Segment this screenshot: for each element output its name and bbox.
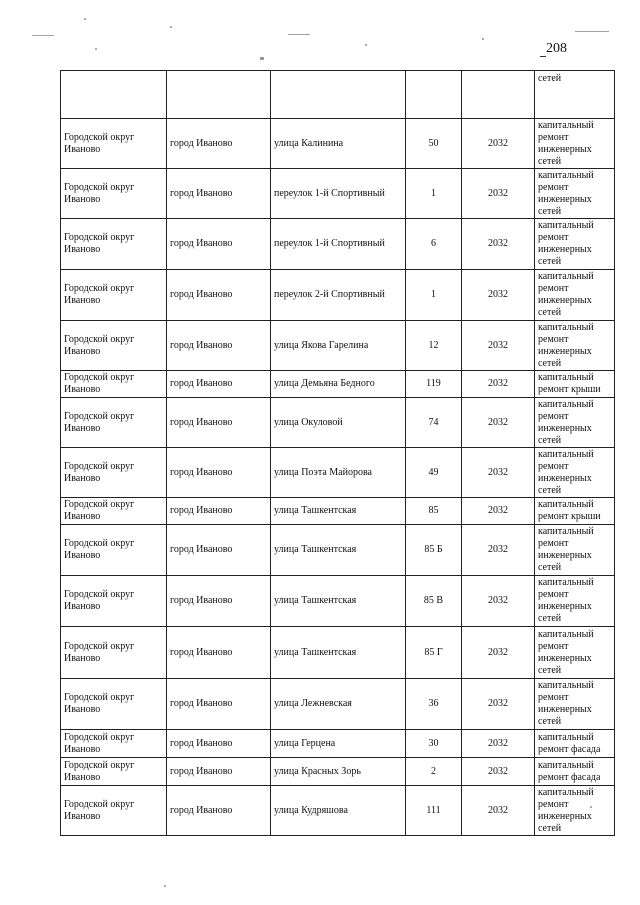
cell-okrug: Городской округ Иваново (61, 448, 167, 498)
cell-work: капитальный ремонт инженерных сетей (535, 169, 615, 219)
cell-year (462, 71, 535, 119)
cell-year: 2032 (462, 786, 535, 836)
cell-city: город Иваново (167, 758, 271, 786)
cell-okrug: Городской округ Иваново (61, 219, 167, 270)
scan-artifact-line (575, 31, 609, 32)
cell-street: улица Ташкентская (271, 525, 406, 576)
cell-house: 30 (406, 730, 462, 758)
scan-artifact-dot (482, 38, 484, 40)
table-row (61, 270, 615, 321)
cell-city: город Иваново (167, 119, 271, 169)
cell-city: город Иваново (167, 679, 271, 730)
cell-year: 2032 (462, 679, 535, 730)
cell-year: 2032 (462, 576, 535, 627)
cell-year: 2032 (462, 525, 535, 576)
cell-house: 49 (406, 448, 462, 498)
cell-street: улица Кудряшова (271, 786, 406, 836)
scan-artifact-dot (164, 885, 166, 887)
cell-house: 111 (406, 786, 462, 836)
table-row (61, 448, 615, 498)
table-row (61, 786, 615, 836)
cell-year: 2032 (462, 758, 535, 786)
cell-house (406, 71, 462, 119)
page-number: 208 (546, 41, 567, 56)
cell-okrug: Городской округ Иваново (61, 576, 167, 627)
cell-house: 85 В (406, 576, 462, 627)
cell-work: капитальный ремонт инженерных сетей (535, 576, 615, 627)
cell-work: капитальный ремонт инженерных сетей (535, 448, 615, 498)
cell-year: 2032 (462, 119, 535, 169)
cell-year: 2032 (462, 398, 535, 448)
cell-city: город Иваново (167, 371, 271, 398)
cell-okrug (61, 71, 167, 119)
table-row (61, 498, 615, 525)
table-row (61, 219, 615, 270)
cell-okrug: Городской округ Иваново (61, 758, 167, 786)
cell-year: 2032 (462, 448, 535, 498)
cell-city: город Иваново (167, 576, 271, 627)
scan-artifact-dot (170, 26, 172, 28)
cell-street: улица Лежневская (271, 679, 406, 730)
cell-street: улица Герцена (271, 730, 406, 758)
table-row-continuation (61, 71, 615, 119)
table-row (61, 119, 615, 169)
cell-okrug: Городской округ Иваново (61, 119, 167, 169)
cell-house: 85 (406, 498, 462, 525)
table-row (61, 730, 615, 758)
cell-okrug: Городской округ Иваново (61, 321, 167, 371)
cell-street: улица Демьяна Бедного (271, 371, 406, 398)
cell-street: улица Калинина (271, 119, 406, 169)
scan-artifact-line (288, 34, 310, 35)
cell-street: улица Ташкентская (271, 627, 406, 679)
cell-work: капитальный ремонт инженерных сетей (535, 525, 615, 576)
cell-okrug: Городской округ Иваново (61, 169, 167, 219)
cell-street: улица Ташкентская (271, 576, 406, 627)
table-row (61, 627, 615, 679)
cell-work: капитальный ремонт фасада (535, 758, 615, 786)
cell-street: переулок 1-й Спортивный (271, 169, 406, 219)
cell-work: капитальный ремонт инженерных сетей (535, 786, 615, 836)
cell-work: сетей (535, 71, 615, 119)
table-body (61, 71, 615, 836)
cell-house: 85 Г (406, 627, 462, 679)
cell-year: 2032 (462, 498, 535, 525)
cell-year: 2032 (462, 219, 535, 270)
cell-street: переулок 1-й Спортивный (271, 219, 406, 270)
cell-house: 85 Б (406, 525, 462, 576)
cell-city: город Иваново (167, 270, 271, 321)
cell-work: капитальный ремонт инженерных сетей (535, 119, 615, 169)
scan-artifact-dot (260, 57, 264, 60)
cell-city: город Иваново (167, 169, 271, 219)
cell-year: 2032 (462, 169, 535, 219)
cell-city (167, 71, 271, 119)
cell-okrug: Городской округ Иваново (61, 679, 167, 730)
scan-artifact-dot (590, 806, 592, 808)
cell-okrug: Городской округ Иваново (61, 270, 167, 321)
cell-okrug: Городской округ Иваново (61, 525, 167, 576)
cell-house: 119 (406, 371, 462, 398)
cell-street: улица Красных Зорь (271, 758, 406, 786)
cell-house: 12 (406, 321, 462, 371)
cell-year: 2032 (462, 371, 535, 398)
cell-city: город Иваново (167, 498, 271, 525)
cell-house: 2 (406, 758, 462, 786)
cell-city: город Иваново (167, 219, 271, 270)
table-row (61, 758, 615, 786)
cell-house: 1 (406, 270, 462, 321)
cell-house: 50 (406, 119, 462, 169)
cell-city: город Иваново (167, 786, 271, 836)
cell-street: улица Окуловой (271, 398, 406, 448)
cell-work: капитальный ремонт инженерных сетей (535, 321, 615, 371)
cell-work: капитальный ремонт инженерных сетей (535, 270, 615, 321)
table-row (61, 576, 615, 627)
cell-city: город Иваново (167, 627, 271, 679)
cell-year: 2032 (462, 627, 535, 679)
cell-house: 6 (406, 219, 462, 270)
cell-okrug: Городской округ Иваново (61, 627, 167, 679)
cell-street (271, 71, 406, 119)
table-row (61, 525, 615, 576)
table-row (61, 169, 615, 219)
cell-city: город Иваново (167, 398, 271, 448)
cell-work: капитальный ремонт фасада (535, 730, 615, 758)
cell-work: капитальный ремонт инженерных сетей (535, 627, 615, 679)
cell-okrug: Городской округ Иваново (61, 498, 167, 525)
cell-year: 2032 (462, 270, 535, 321)
scan-artifact-dot (84, 18, 86, 20)
cell-house: 36 (406, 679, 462, 730)
cell-house: 1 (406, 169, 462, 219)
cell-okrug: Городской округ Иваново (61, 398, 167, 448)
cell-year: 2032 (462, 321, 535, 371)
cell-street: улица Поэта Майорова (271, 448, 406, 498)
table-row (61, 398, 615, 448)
cell-house: 74 (406, 398, 462, 448)
cell-city: город Иваново (167, 525, 271, 576)
cell-street: улица Якова Гарелина (271, 321, 406, 371)
cell-street: переулок 2-й Спортивный (271, 270, 406, 321)
cell-work: капитальный ремонт крыши (535, 371, 615, 398)
scan-artifact-line (32, 35, 54, 36)
cell-work: капитальный ремонт крыши (535, 498, 615, 525)
table-row (61, 679, 615, 730)
table-row (61, 371, 615, 398)
cell-okrug: Городской округ Иваново (61, 371, 167, 398)
cell-okrug: Городской округ Иваново (61, 730, 167, 758)
scan-artifact-dot (95, 48, 97, 50)
table-row (61, 321, 615, 371)
cell-work: капитальный ремонт инженерных сетей (535, 679, 615, 730)
cell-street: улица Ташкентская (271, 498, 406, 525)
housing-repair-table (60, 70, 615, 836)
page-number-mark (540, 56, 546, 57)
cell-okrug: Городской округ Иваново (61, 786, 167, 836)
cell-work: капитальный ремонт инженерных сетей (535, 219, 615, 270)
cell-year: 2032 (462, 730, 535, 758)
cell-work: капитальный ремонт инженерных сетей (535, 398, 615, 448)
cell-city: город Иваново (167, 730, 271, 758)
cell-city: город Иваново (167, 321, 271, 371)
cell-city: город Иваново (167, 448, 271, 498)
scan-artifact-dot (365, 44, 367, 46)
